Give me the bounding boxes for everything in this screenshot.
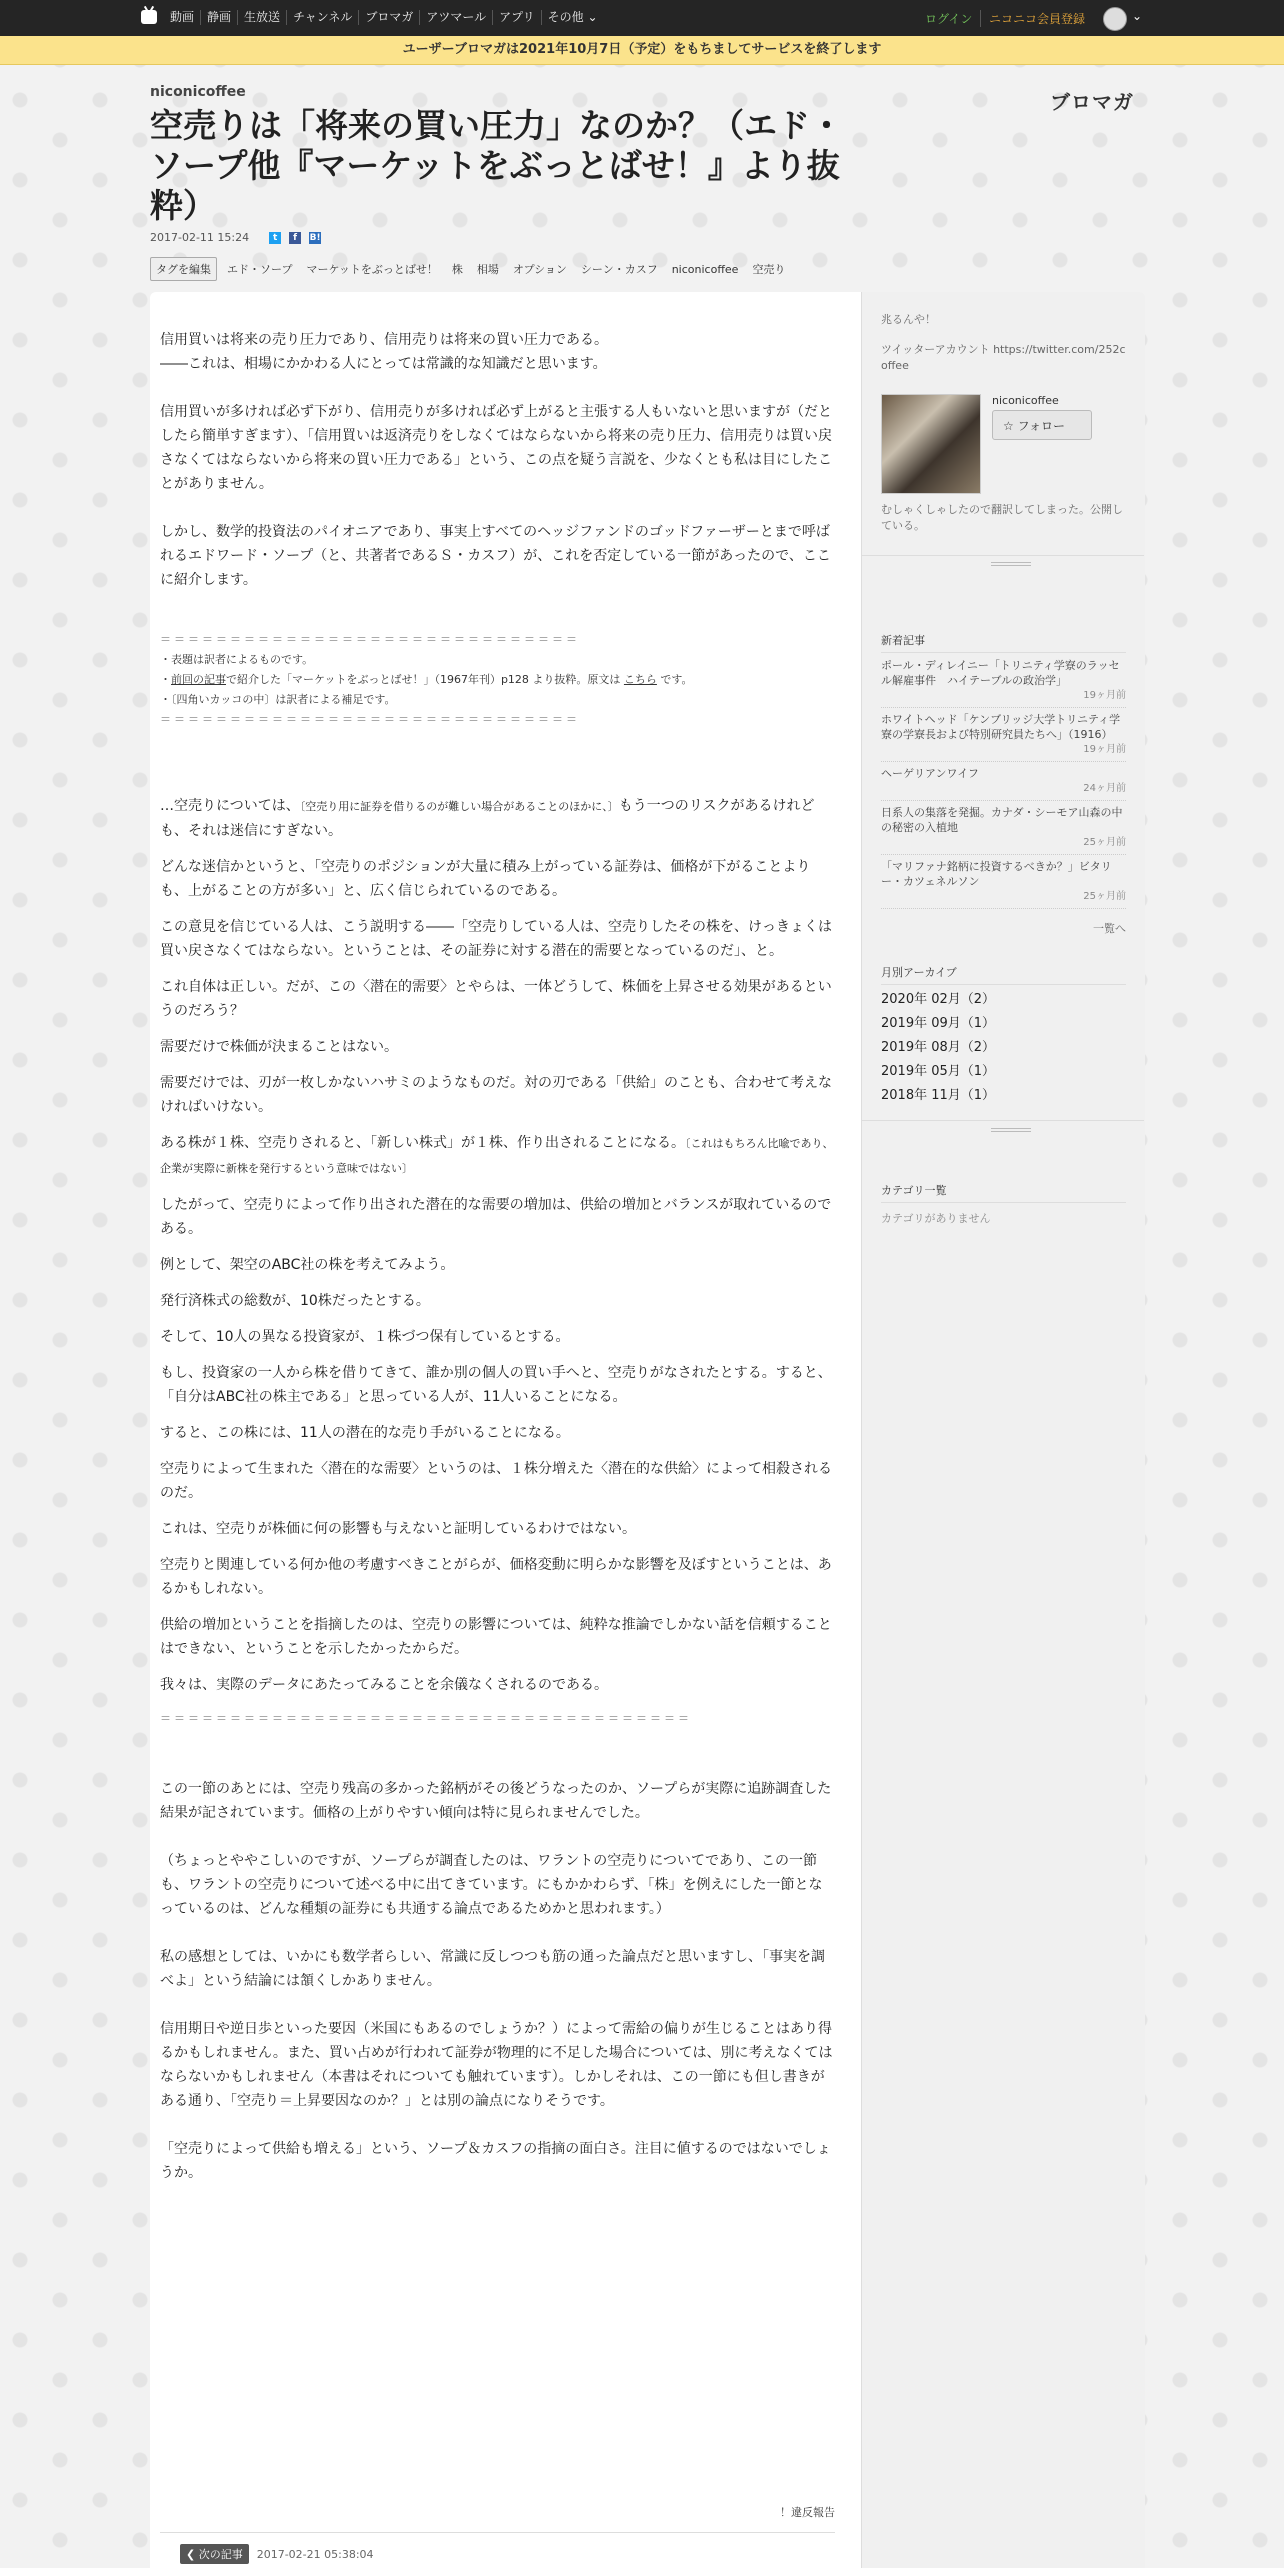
quote-paragraph: したがって、空売りによって作り出された潜在的な需要の増加は、供給の増加とバランスが取れているのである。 <box>160 1197 832 1237</box>
twitter-share-icon[interactable]: t <box>269 232 281 244</box>
collapse-grip-icon[interactable] <box>991 1128 1031 1134</box>
paragraph: しかし、数学的投資法のパイオニアであり、事実上すべてのヘッジファンドのゴッドファーザーとまで呼ばれるエドワード・ソープ（と、共著者であるＳ・カスフ）が、これを否定している一節があったので、ここに紹介します。 <box>160 524 831 588</box>
quote-paragraph: どんな迷信かというと、「空売りのポジションが大量に積み上がっている証券は、価格が下がることよりも、上がることの方が多い」と、広く信じられているのである。 <box>160 859 811 899</box>
tag-item[interactable]: 空売り <box>752 263 786 276</box>
footer-divider <box>160 2532 835 2533</box>
collapse-grip-icon[interactable] <box>991 562 1031 568</box>
separator: ＝＝＝＝＝＝＝＝＝＝＝＝＝＝＝＝＝＝＝＝＝＝＝＝＝＝＝＝＝＝ <box>160 713 580 726</box>
author-avatar[interactable] <box>881 394 981 494</box>
hatena-bookmark-icon[interactable]: B! <box>309 232 321 243</box>
archive-item[interactable]: 2019年 09月（1） <box>881 1016 996 1031</box>
tag-item[interactable]: オプション <box>512 263 567 276</box>
post-date: 2017-02-11 15:24 <box>150 231 250 244</box>
note-line: ・表題は訳者によるものです。 <box>160 653 314 666</box>
niconico-tv-icon[interactable] <box>141 10 157 24</box>
quote-paragraph: 需要だけで株価が決まることはない。 <box>160 1039 398 1055</box>
no-category-text: カテゴリがありません <box>881 1212 991 1225</box>
tag-item[interactable]: 株 <box>451 263 463 276</box>
archive-item[interactable]: 2019年 05月（1） <box>881 1064 996 1079</box>
quote-paragraph: 我々は、実際のデータにあたってみることを余儀なくされるのである。 <box>160 1677 608 1693</box>
nav-link-channel[interactable]: チャンネル <box>286 10 358 25</box>
article-header <box>150 84 850 226</box>
monthly-archive-list <box>881 988 1126 1108</box>
nav-link-atsumaru[interactable]: アツマール <box>419 10 492 25</box>
paragraph: この一節のあとには、空売り残高の多かった銘柄がその後どうなったのか、ソープらが実際に追跡調査した結果が記されています。価格の上がりやすい傾向は特に見られませんでした。 <box>160 1781 832 1821</box>
next-article-row <box>180 2544 374 2564</box>
quote-paragraph: …空売りについては、〔空売り用に証券を借りるのが難しい場合があることのほかに、〕もう一つのリスクがあるけれども、それは迷信にすぎない。 <box>160 798 815 839</box>
quote-paragraph: これは、空売りが株価に何の影響も与えないと証明しているわけではない。 <box>160 1521 636 1537</box>
article-meta <box>150 231 321 244</box>
service-links <box>168 10 604 25</box>
global-nav-bar <box>0 0 1284 36</box>
quote-paragraph: 空売りと関連している何か他の考慮すべきことがらが、価格変動に明らかな影響を及ぼすということは、あるかもしれない。 <box>160 1557 832 1597</box>
see-all-link[interactable]: 一覧へ <box>1093 922 1126 935</box>
next-article-button[interactable]: ❮ 次の記事 <box>180 2544 249 2564</box>
user-avatar-icon[interactable] <box>1103 7 1127 31</box>
quote-paragraph: もし、投資家の一人から株を借りてきて、誰か別の個人の買い手へと、空売りがなされたとする。すると、「自分はABC社の株主である」と思っている人が、11人いることになる。 <box>160 1365 832 1405</box>
recent-articles-list <box>881 654 1126 909</box>
report-link[interactable]: ！違反報告 <box>780 2506 835 2519</box>
paragraph: 信用期日や逆日歩といった要因（米国にもあるのでしょうか？）によって需給の偏りが生じることはあり得るかもしれません。また、買い占めが行われて証券が物理的に不足した場合については、別に考えなくてはならないかもしれません（本書はそれについても触れています）。しかしそれは、この一節にも但し書きがある通り、「空売り＝上昇要因なのか？」とは別の論点になりそうです。 <box>160 2021 833 2109</box>
separator: ＝＝＝＝＝＝＝＝＝＝＝＝＝＝＝＝＝＝＝＝＝＝＝＝＝＝＝＝＝＝＝＝＝＝＝＝＝＝ <box>160 1712 692 1725</box>
nav-link-video[interactable]: 動画 <box>170 10 195 24</box>
recent-articles-heading: 新着記事 <box>881 632 1126 653</box>
nav-link-more[interactable]: その他 ⌄ <box>541 10 604 25</box>
note-line: ・〔四角いカッコの中〕は訳者による補足です。 <box>160 693 396 706</box>
nav-link-app[interactable]: アプリ <box>492 10 541 25</box>
paragraph: （ちょっとややこしいのですが、ソープらが調査したのは、ワラントの空売りについてであり、この一節も、ワラントの空売りについて述べる中に出てきています。にもかかわらず、「株」を例えにした一節となっているのは、どんな種類の証券にも共通する論点であるためかと思われます。） <box>160 1853 823 1917</box>
chevron-down-icon[interactable]: ⌄ <box>1132 9 1143 23</box>
tag-item[interactable]: エド・ソープ <box>227 263 293 276</box>
paragraph: 信用買いは将来の売り圧力であり、信用売りは将来の買い圧力である。 <box>160 332 608 348</box>
quote-paragraph: これ自体は正しい。だが、この〈潜在的需要〉とやらは、一体どうして、株価を上昇させる効果があるというのだろう？ <box>160 979 832 1019</box>
nav-link-live[interactable]: 生放送 <box>237 10 286 25</box>
recent-article-item[interactable]: 「マリファナ銘柄に投資するべきか？」ビタリー・カツェネルソン 25ヶ月前 <box>881 855 1126 909</box>
article-body <box>160 328 835 2185</box>
sidebar-divider <box>861 555 1144 556</box>
sidebar-divider <box>861 1120 1144 1121</box>
login-link[interactable]: ログイン <box>925 12 973 26</box>
nav-link-seiga[interactable]: 静画 <box>200 10 237 25</box>
blomaga-logo[interactable]: ブロマガ <box>1050 90 1134 114</box>
service-end-notice: ユーザーブロマガは2021年10月7日（予定）をもちましてサービスを終了します <box>0 36 1284 65</box>
previous-article-link[interactable]: 前回の記事 <box>171 673 226 686</box>
nav-link-blomaga[interactable]: ブロマガ <box>358 10 419 25</box>
author-name[interactable]: niconicoffee <box>992 394 1059 407</box>
author-bio: むしゃくしゃしたので翻訳してしまった。公開している。 <box>881 503 1123 532</box>
quote-paragraph: 需要だけでは、刃が一枚しかないハサミのようなものだ。対の刃である「供給」のことも、合わせて考えなければいけない。 <box>160 1075 832 1115</box>
facebook-share-icon[interactable]: f <box>289 232 301 244</box>
paragraph: 私の感想としては、いかにも数学者らしい、常識に反しつつも筋の通った論点だと思いますし、「事実を調べよ」という結論には頷くしかありません。 <box>160 1949 825 1989</box>
main-panel <box>150 292 1144 2568</box>
separator: ＝＝＝＝＝＝＝＝＝＝＝＝＝＝＝＝＝＝＝＝＝＝＝＝＝＝＝＝＝＝ <box>160 633 580 646</box>
tag-item[interactable]: niconicoffee <box>671 262 739 276</box>
article-title: 空売りは「将来の買い圧力」なのか？（エド・ソープ他『マーケットをぶっとばせ！』より抜粋） <box>150 106 843 225</box>
archive-item[interactable]: 2018年 11月（1） <box>881 1088 996 1103</box>
archive-item[interactable]: 2019年 08月（2） <box>881 1040 996 1055</box>
tag-item[interactable]: シーン・カスフ <box>580 263 658 276</box>
paragraph: 「空売りによって供給も増える」という、ソープ＆カスフの指摘の面白さ。注目に値するのではないでしょうか。 <box>160 2141 831 2181</box>
channel-name[interactable]: niconicoffee <box>150 84 246 100</box>
quote-paragraph: 発行済株式の総数が、10株だったとする。 <box>160 1293 430 1309</box>
category-heading: カテゴリ一覧 <box>881 1182 1126 1203</box>
quote-paragraph: 供給の増加ということを指摘したのは、空売りの影響については、純粋な推論でしかない話を信頼することはできない、ということを示したかったからだ。 <box>160 1617 832 1657</box>
register-link[interactable]: ニコニコ会員登録 <box>980 10 1085 27</box>
recent-article-item[interactable]: ヘーゲリアンワイフ 24ヶ月前 <box>881 762 1126 801</box>
archive-item[interactable]: 2020年 02月（2） <box>881 992 996 1007</box>
quote-paragraph: この意見を信じている人は、こう説明する――「空売りしている人は、空売りしたその株を、けっきょくは買い戻さなくてはならない。ということは、その証券に対する潜在的需要となっているのだ」、と。 <box>160 919 832 959</box>
note-line: ・前回の記事で紹介した「マーケットをぶっとばせ！」（1967年刊）p128 より抜粋。原文は こちら です。 <box>160 673 693 686</box>
next-article-date: 2017-02-21 05:38:04 <box>256 2547 374 2561</box>
recent-article-item[interactable]: ポール・ディレイニー「トリニティ学寮のラッセル解雇事件 ハイテーブルの政治学」 19ヶ月前 <box>881 654 1126 708</box>
tag-item[interactable]: 相場 <box>476 263 499 276</box>
quote-paragraph: そして、10人の異なる投資家が、１株づつ保有しているとする。 <box>160 1329 570 1345</box>
tag-item[interactable]: マーケットをぶっとばせ！ <box>306 263 438 276</box>
twitter-account-text: ツイッターアカウント https://twitter.com/252coffee <box>881 343 1126 372</box>
follow-button[interactable]: ☆ フォロー <box>992 410 1092 440</box>
quote-paragraph: 空売りによって生まれた〈潜在的な需要〉というのは、１株分増えた〈潜在的な供給〉によって相殺されるのだ。 <box>160 1461 832 1501</box>
channel-about: 兆るんや！ <box>881 313 936 326</box>
archive-heading: 月別アーカイブ <box>881 964 1126 985</box>
original-text-link[interactable]: こちら <box>623 673 657 686</box>
quote-paragraph: 例として、架空のABC社の株を考えてみよう。 <box>160 1257 455 1273</box>
quote-paragraph: ある株が１株、空売りされると、「新しい株式」が１株、作り出されることになる。〔これはもちろん比喩であり、企業が実際に新株を発行するという意味ではない〕 <box>160 1135 834 1175</box>
paragraph: 信用買いが多ければ必ず下がり、信用売りが多ければ必ず上がると主張する人もいないと思いますが（だとしたら簡単すぎます）、「信用買いは返済売りをしなくてはならないから将来の売り圧力、信用売りは買い戻さなくてはならないから将来の買い圧力である」という、この点を疑う言説を、少なくとも私は目にしたことがありません。 <box>160 404 832 492</box>
quote-paragraph: すると、この株には、11人の潜在的な売り手がいることになる。 <box>160 1425 570 1441</box>
recent-article-item[interactable]: 日系人の集落を発掘。カナダ・シーモア山森の中の秘密の入植地 25ヶ月前 <box>881 801 1126 855</box>
tag-bar <box>150 257 799 281</box>
edit-tags-button[interactable]: タグを編集 <box>150 257 217 281</box>
paragraph: ――これは、相場にかかわる人にとっては常識的な知識だと思います。 <box>160 356 607 372</box>
recent-article-item[interactable]: ホワイトヘッド「ケンブリッジ大学トリニティ学寮の学寮長および特別研究員たちへ」（1916） 19ヶ月前 <box>881 708 1126 762</box>
